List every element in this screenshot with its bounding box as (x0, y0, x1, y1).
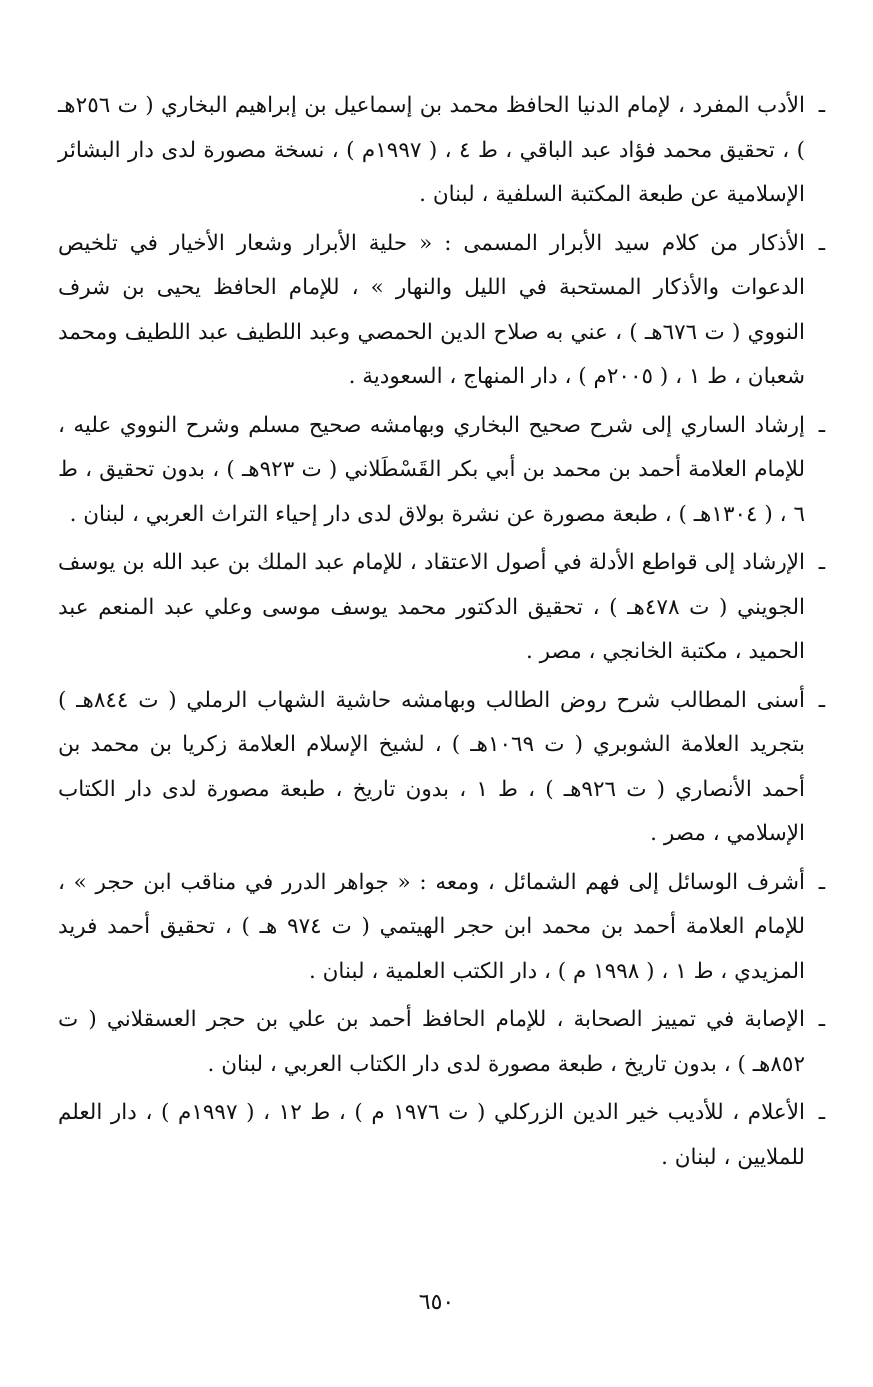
bibliography-entry (58, 84, 825, 218)
bibliography-list (58, 84, 825, 1180)
entry-text: الإرشاد إلى قواطع الأدلة في أصول الاعتقاد ، للإمام عبد الملك بن عبد الله بن يوسف الجويني ( ت ٤٧٨هـ ) ، تحقيق الدكتور محمد يوسف موسى وعلي عبد المنعم عبد الحميد ، مكتبة الخانجي ، مصر . (58, 550, 805, 664)
bibliography-entry (58, 222, 825, 400)
bibliography-entry (58, 404, 825, 538)
entry-dash: ـ (818, 869, 825, 895)
entry-dash: ـ (818, 93, 825, 118)
page-body (58, 84, 825, 1184)
entry-dash: ـ (818, 687, 825, 713)
bibliography-entry (58, 1091, 825, 1180)
entry-text: الأعلام ، للأديب خير الدين الزركلي ( ت ١٩٧٦ م ) ، ط ١٢ ، ( ١٩٩٧م ) ، دار العلم للملايين ، لبنان . (58, 1100, 805, 1170)
bibliography-entry (58, 679, 825, 857)
bibliography-entry (58, 541, 825, 675)
entry-dash: ـ (818, 412, 825, 438)
entry-dash: ـ (818, 230, 825, 256)
page-number: ٦٥٠ (418, 1290, 455, 1315)
entry-text: الأذكار من كلام سيد الأبرار المسمى : « حلية الأبرار وشعار الأخيار في تلخيص الدعوات والأذكار المستحبة في الليل والنهار » ، للإمام الحافظ يحيى بن شرف النووي ( ت ٦٧٦هـ ) ، عني به صلاح الدين الحمصي وعبد اللطيف عبد اللطيف ومحمد شعبان ، ط ١ ، ( ٢٠٠٥م ) ، دار المنهاج ، السعودية . (58, 230, 805, 389)
entry-text: الأدب المفرد ، لإمام الدنيا الحافظ محمد بن إسماعيل بن إبراهيم البخاري ( ت ٢٥٦هـ ) ، تحقيق محمد فؤاد عبد الباقي ، ط ٤ ، ( ١٩٩٧م ) ، نسخة مصورة لدى دار البشائر الإسلامية عن طبعة المكتبة السلفية ، لبنان . (58, 93, 805, 207)
bibliography-entry (58, 998, 825, 1087)
bibliography-entry (58, 861, 825, 995)
entry-text: إرشاد الساري إلى شرح صحيح البخاري وبهامشه صحيح مسلم وشرح النووي عليه ، للإمام العلامة أحمد بن محمد بن أبي بكر القَسْطَلاني ( ت ٩٢٣هـ ) ، بدون تحقيق ، ط ٦ ، ( ١٣٠٤هـ ) ، طبعة مصورة عن نشرة بولاق لدى دار إحياء التراث العربي ، لبنان . (58, 412, 805, 527)
entry-dash: ـ (818, 1007, 825, 1032)
entry-dash: ـ (818, 550, 825, 575)
entry-text: الإصابة في تمييز الصحابة ، للإمام الحافظ أحمد بن علي بن حجر العسقلاني ( ت ٨٥٢هـ ) ، بدون تاريخ ، طبعة مصورة لدى دار الكتاب العربي ، لبنان . (58, 1007, 805, 1077)
entry-dash: ـ (818, 1100, 825, 1125)
entry-text: أسنى المطالب شرح روض الطالب وبهامشه حاشية الشهاب الرملي ( ت ٨٤٤هـ ) بتجريد العلامة الشوبري ( ت ١٠٦٩هـ ) ، لشيخ الإسلام العلامة زكريا بن محمد بن أحمد الأنصاري ( ت ٩٢٦هـ ) ، ط ١ ، بدون تاريخ ، طبعة مصورة لدى دار الكتاب الإسلامي ، مصر . (58, 687, 805, 846)
entry-text: أشرف الوسائل إلى فهم الشمائل ، ومعه : « جواهر الدرر في مناقب ابن حجر » ، للإمام العلامة أحمد بن محمد ابن حجر الهيتمي ( ت ٩٧٤ هـ ) ، تحقيق أحمد فريد المزيدي ، ط ١ ، ( ١٩٩٨ م ) ، دار الكتب العلمية ، لبنان . (58, 869, 805, 984)
